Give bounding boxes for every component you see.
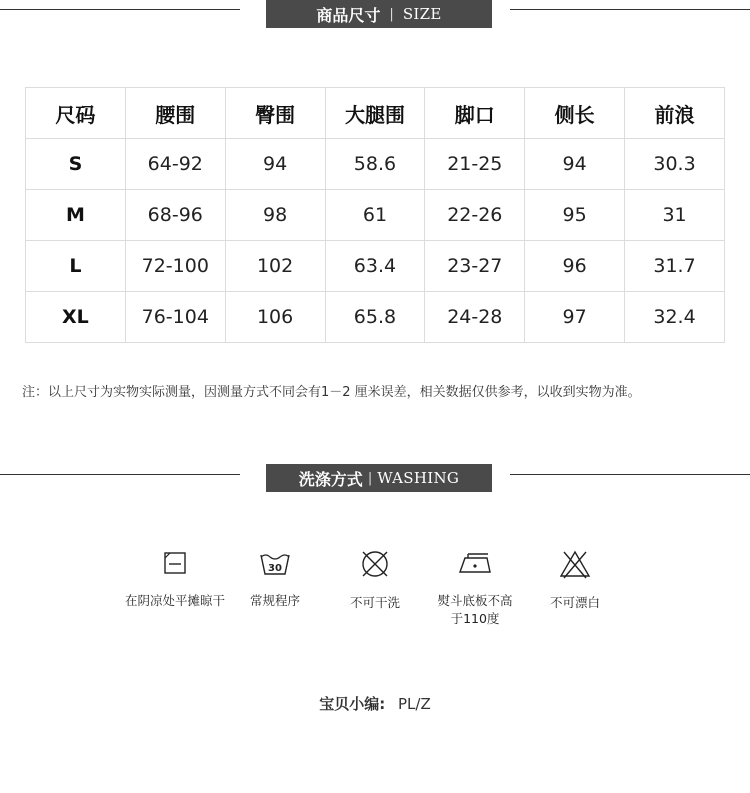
cell-thigh: 58.6 [325,139,425,190]
cell-size: S [26,139,126,190]
cell-size: M [26,190,126,241]
table-row [26,190,725,241]
iron-low-icon [457,548,493,578]
cell-front-rise: 32.4 [625,292,725,343]
cell-size: XL [26,292,126,343]
care-label-dry-flat: 在阴凉处平摊晾干 [125,593,226,608]
editor-line [0,693,750,714]
size-section-banner [266,0,492,28]
no-bleach-icon [558,548,592,580]
care-item-no-dry-clean [325,548,425,612]
cell-hem: 22-26 [425,190,525,241]
wash-temp-text: 30 [268,563,282,574]
header-side-length: 侧长 [525,88,625,139]
cell-waist: 68-96 [125,190,225,241]
header-thigh: 大腿围 [325,88,425,139]
size-header-line-left [0,9,240,10]
cell-side-length: 94 [525,139,625,190]
no-dry-clean-icon [359,548,391,580]
size-title-en: SIZE [402,5,442,23]
cell-waist: 76-104 [125,292,225,343]
table-row [26,139,725,190]
cell-waist: 64-92 [125,139,225,190]
cell-waist: 72-100 [125,241,225,292]
cell-side-length: 96 [525,241,625,292]
measurement-note: 注：以上尺寸为实物实际测量，因测量方式不同会有1－2 厘米误差，相关数据仅供参考，以收到实物为准。 [22,385,641,400]
size-table [25,87,725,343]
care-label-no-bleach: 不可漂白 [549,595,600,610]
dry-flat-shade-icon [160,548,190,578]
care-item-wash-30 [225,548,325,610]
washing-header-line-left [0,474,240,475]
washing-title-en: WASHING [377,469,460,487]
care-label-wash: 常规程序 [249,593,300,608]
size-title-separator: | [389,6,394,22]
cell-size: L [26,241,126,292]
editor-value: PL/Z [398,695,431,713]
cell-hip: 98 [225,190,325,241]
cell-hem: 21-25 [425,139,525,190]
cell-front-rise: 31.7 [625,241,725,292]
washing-title-cn: 洗涤方式 [298,469,363,489]
cell-side-length: 97 [525,292,625,343]
cell-hem: 23-27 [425,241,525,292]
cell-hip: 94 [225,139,325,190]
header-hip: 臀围 [225,88,325,139]
care-item-no-bleach [525,548,625,612]
cell-hip: 106 [225,292,325,343]
header-front-rise: 前浪 [625,88,725,139]
cell-front-rise: 30.3 [625,139,725,190]
editor-label: 宝贝小编: [319,695,386,713]
care-item-iron [425,548,525,628]
header-hem: 脚口 [425,88,525,139]
cell-side-length: 95 [525,190,625,241]
table-row [26,241,725,292]
washing-section-banner [266,464,492,492]
size-title-cn: 商品尺寸 [316,5,381,25]
cell-thigh: 65.8 [325,292,425,343]
cell-thigh: 63.4 [325,241,425,292]
cell-thigh: 61 [325,190,425,241]
size-table-header-row [26,88,725,139]
care-label-iron: 熨斗底板不高于110度 [437,593,513,626]
care-label-no-dry-clean: 不可干洗 [349,595,400,610]
table-row [26,292,725,343]
washing-title-separator: | [367,470,373,486]
cell-hem: 24-28 [425,292,525,343]
header-size: 尺码 [26,88,126,139]
cell-front-rise: 31 [625,190,725,241]
cell-hip: 102 [225,241,325,292]
washing-header-line-right [510,474,750,475]
care-item-dry-flat [125,548,225,610]
header-waist: 腰围 [125,88,225,139]
care-icons-row [0,548,750,648]
wash-30-icon [258,548,292,578]
size-header-line-right [510,9,750,10]
